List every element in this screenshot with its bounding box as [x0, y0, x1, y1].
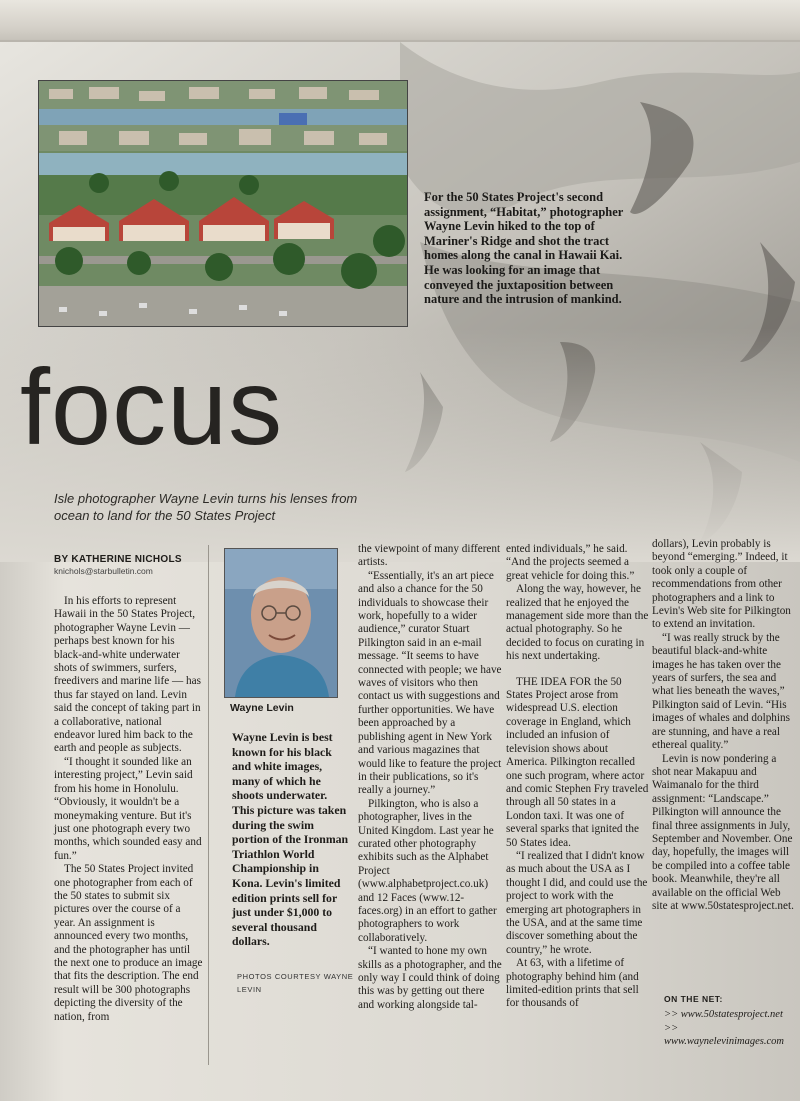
link-50statesproject[interactable]: >> www.50statesproject.net — [664, 1009, 783, 1020]
column-divider — [208, 545, 209, 1065]
paragraph: ented individuals,” he said. “And the projects seemed a great vehicle for doing this.” — [506, 543, 635, 582]
top-photo-caption: For the 50 States Project's second assignment, “Habitat,” photographer Wayne Levin hiked to the top of Mariner's Ridge and shot the tract homes along the canal in Hawaii Kai. He was looking for an image that conveyed the juxtaposition between nature and the intrusion of mankind. — [424, 190, 624, 307]
paragraph: the viewpoint of many different artists. — [358, 543, 501, 569]
paragraph: THE IDEA FOR the 50 States Project arose from widespread U.S. election coverage in England, which included an infusion of television shows about America. Pilkington recalled one such program, where actor and comic Stephen Fry traveled through all 50 states in a London taxi. It was one of several sparks that ignited the 50 States idea. — [506, 675, 649, 849]
article-column-1 — [54, 595, 204, 1024]
paragraph: “I wanted to hone my own skills as a photographer, and the only way I could think of doing this was by getting out there and working alongside tal- — [358, 945, 502, 1011]
paragraph: Along the way, however, he realized that he enjoyed the management side more than the actual photography. So he decided to focus on curating in his next undertaking. — [506, 583, 649, 663]
paragraph: The 50 States Project invited one photographer from each of the 50 states to submit six pictures over the course of a year. An assignment is announced every two months, and the photographer has until the next one to produce an image that fits the description. The end result will be 300 photographs depicting the diversity of the nation, from — [54, 863, 203, 1023]
byline — [54, 554, 214, 576]
wayne-levin-portrait — [224, 548, 338, 698]
paragraph: In his efforts to represent Hawaii in the 50 States Project, photographer Wayne Levin — perhaps best known for his black-and-white underwater shots of swimmers, surfers, freedivers and marine life — has thus far stayed on land. Levin said the concept of taking part in a collaborative, national endeavor lured him back to the earth and people as subjects. — [54, 595, 201, 755]
page-fold — [0, 0, 800, 40]
paragraph: dollars), Levin probably is beyond “emerging.” Indeed, it took only a couple of recommendations from other photographers and a link to Levin's Web site for Pilkington to extend an invitation. — [652, 538, 791, 631]
author-email: knichols@starbulletin.com — [54, 566, 153, 576]
photo-credit: PHOTOS COURTESY WAYNE LEVIN — [237, 972, 354, 994]
paragraph: “I thought it sounded like an interesting project,” Levin said from his home in Honolulu. “Obviously, it wouldn't be a moneymaking venture. But it's just one photograph every two months, which sounded easy and fun.” — [54, 755, 202, 862]
portrait-caption-text: Wayne Levin is best known for his black and white images, many of which he shoots underwater. This picture was taken during the swim portion of the Ironman Triathlon World Championship in Kona. Levin's limited edition prints sell for just under $1,000 to several thousand dollars. — [232, 730, 349, 949]
hawaii-kai-homes-photo — [38, 80, 408, 327]
paragraph: “I realized that I didn't know as much about the USA as I thought I did, and could use the project to work with the emerging art photographers in the USA, and at the same time discover something about the country,” he wrote. — [506, 849, 648, 956]
on-the-net-label: ON THE NET: — [664, 994, 723, 1004]
paragraph: At 63, with a lifetime of photography behind him (and limited-edition prints that sell for thousands of — [506, 957, 639, 1010]
paragraph: Levin is now pondering a shot near Makapuu and Waimanalo for the third assignment: “Landscape.” Pilkington will announce the final three assignments in July, September and November. One day, hopefully, the images will be compiled into a coffee table book. Meanwhile, they're all available on the official Web site at www.50statesproject.net. — [652, 752, 794, 912]
section-title: focus — [20, 346, 284, 467]
article-deck: Isle photographer Wayne Levin turns his lenses from ocean to land for the 50 States Project — [54, 491, 358, 523]
paragraph: “I was really struck by the beautiful black-and-white images he has taken over the years of surfers, the sea and what lies beneath the waves,” Pilkington said of Levin. “His images of whales and dolphins are stunning, and have a real ethereal quality.” — [652, 631, 790, 752]
article-column-5 — [652, 538, 797, 913]
article-column-3 — [358, 543, 503, 1012]
author-name: BY KATHERINE NICHOLS — [54, 554, 182, 565]
link-waynelevinimages[interactable]: >> www.waynelevinimages.com — [664, 1023, 784, 1047]
portrait-caption-name: Wayne Levin — [230, 702, 294, 714]
paragraph: “Essentially, it's an art piece and also a chance for the 50 individuals to showcase their work, hopefully to a wider audience,” curator Stuart Pilkington said in an e-mail message. “It seems to have connected with people; we have waves of visitors who then contact us with suggestions and further opportunities. We have been approached by a publishing agent in New York and various magazines that would like to feature the project in their publications, so it's really a journey.” — [358, 569, 502, 797]
on-the-net-links — [664, 1008, 799, 1049]
paragraph: Pilkington, who is also a photographer, lives in the United Kingdom. Last year he curated other photography exhibits such as the Alphabet Project (www.alphabetproject.co.uk) and 12 Faces (www.12-faces.org) in an effort to gather photographers to work collaboratively. — [358, 797, 497, 944]
article-column-4 — [506, 543, 651, 1011]
